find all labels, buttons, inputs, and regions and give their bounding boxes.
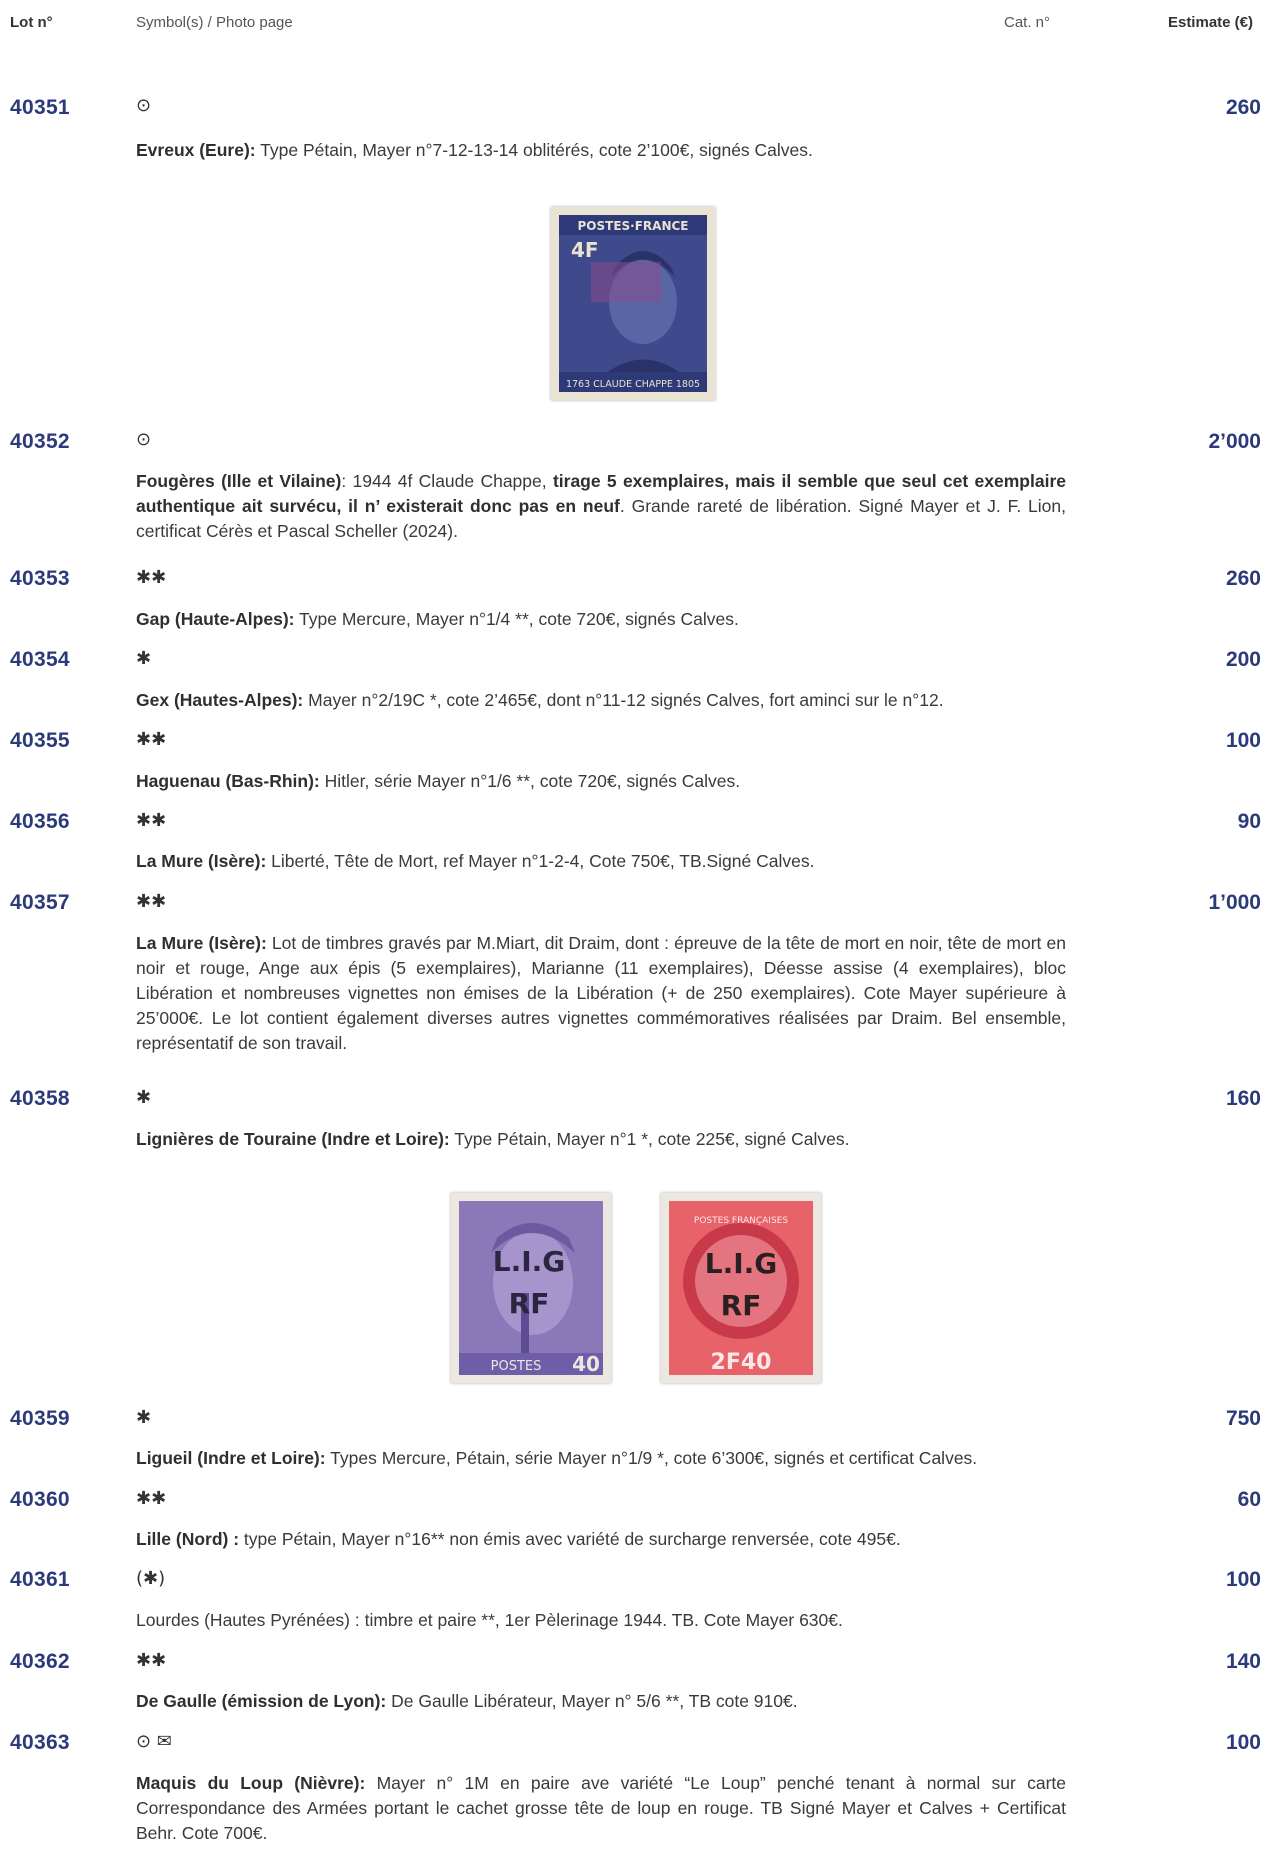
stamp-chappe-top-text: POSTES·FRANCE: [577, 219, 689, 233]
stamp-chappe-drawing: [551, 207, 715, 400]
lot-title: Maquis du Loup (Nièvre):: [136, 1773, 366, 1793]
lot-description: [136, 1771, 1066, 1846]
symbol-mint-icon: ✱✱: [136, 1488, 167, 1509]
lot-description: [136, 931, 1066, 1056]
lot-estimate: 90: [1237, 810, 1261, 833]
header-lot: Lot n°: [10, 14, 53, 31]
lot-estimate: 200: [1225, 648, 1261, 671]
lot-text: Lot de timbres gravés par M.Miart, dit Draim, dont : épreuve de la tête de mort en noir, tête de mort en noir et rouge, Ange aux épis (5 exemplaires), Marianne (11 exemplaires), Déesse assise (4 exemplaires), bloc Libération et nombreuses vignettes non émises de la Libération (+ de 250 exemplaires). Cote Mayer supérieure à 25’000€. Le lot contient également diverses autres vignettes commémoratives réalisées par Draim. Bel ensemble, représentatif de son travail.: [136, 933, 1066, 1053]
stamp-petain-overprint-2: RF: [720, 1289, 762, 1322]
stamp-chappe-image: [551, 207, 715, 400]
lot-description: [136, 1527, 1066, 1552]
lot-number: 40355: [10, 729, 70, 752]
lot-number: 40357: [10, 891, 70, 914]
stamp-mercure-drawing: [451, 1193, 611, 1383]
lot-number: 40362: [10, 1650, 70, 1673]
symbol-hinged-icon: ✱: [136, 648, 152, 669]
symbol-mint-icon: ✱✱: [136, 729, 167, 750]
lot-text: Types Mercure, Pétain, série Mayer n°1/9 *, cote 6’300€, signés et certificat Calves.: [325, 1448, 978, 1468]
stamp-chappe-value: 4F: [571, 238, 599, 262]
lot-number: 40352: [10, 430, 70, 453]
lot-text: Type Pétain, Mayer n°1 *, cote 225€, signé Calves.: [449, 1129, 850, 1149]
stamp-mercure-overprint-2: RF: [508, 1287, 550, 1320]
lot-text: Hitler, série Mayer n°1/6 **, cote 720€, signés Calves.: [319, 771, 741, 791]
lot-estimate: 100: [1225, 729, 1261, 752]
lot-description: [136, 849, 1066, 874]
symbol-no-gum-icon: (✱): [136, 1568, 166, 1589]
header-cat: Cat. n°: [1004, 14, 1051, 31]
lot-estimate: 100: [1225, 1568, 1261, 1591]
lot-estimate: 260: [1225, 567, 1261, 590]
lot-title: Gap (Haute-Alpes):: [136, 609, 295, 629]
lot-title: Ligueil (Indre et Loire):: [136, 1448, 326, 1468]
lot-description: [136, 1608, 1066, 1633]
lot-text: Mayer n°2/19C *, cote 2’465€, dont n°11-12 signés Calves, fort aminci sur le n°12.: [303, 690, 944, 710]
lot-estimate: 160: [1225, 1087, 1261, 1110]
lot-text: Type Pétain, Mayer n°7-12-13-14 oblitérés, cote 2’100€, signés Calves.: [255, 140, 813, 160]
lot-title: Gex (Hautes-Alpes):: [136, 690, 304, 710]
lot-estimate: 750: [1225, 1407, 1261, 1430]
lot-estimate: 2’000: [1208, 430, 1261, 453]
stamp-petain-image: [661, 1193, 821, 1383]
symbol-hinged-icon: ✱: [136, 1087, 152, 1108]
stamp-chappe-bottom-text: 1763 CLAUDE CHAPPE 1805: [565, 379, 701, 390]
lot-title: La Mure (Isère):: [136, 933, 267, 953]
lot-number: 40351: [10, 96, 70, 119]
lot-title: Evreux (Eure):: [136, 140, 256, 160]
symbol-mint-icon: ✱✱: [136, 810, 167, 831]
stamp-petain-value: 2F40: [710, 1350, 772, 1375]
stamp-petain-overprint-1: L.I.G: [704, 1247, 778, 1280]
header-estimate: Estimate (€): [1167, 14, 1253, 31]
lot-number: 40354: [10, 648, 70, 671]
lot-text: Type Mercure, Mayer n°1/4 **, cote 720€, signés Calves.: [294, 609, 739, 629]
lot-number: 40353: [10, 567, 70, 590]
symbol-mint-icon: ✱✱: [136, 1650, 167, 1671]
lot-description: [136, 1127, 1066, 1152]
stamp-mercure-value: 40: [572, 1352, 600, 1376]
lot-number: 40358: [10, 1087, 70, 1110]
lot-estimate: 1’000: [1208, 891, 1261, 914]
lot-text: Mayer n° 1M en paire ave variété “Le Loup” penché tenant à normal sur carte Correspondance des Armées portant le cachet grosse tête de loup en rouge. TB Signé Mayer et Calves + Certificat Behr. Cote 700€.: [136, 1773, 1067, 1843]
lot-estimate: 100: [1225, 1731, 1261, 1754]
lot-number: 40359: [10, 1407, 70, 1430]
lot-title: Fougères (Ille et Vilaine): [136, 471, 342, 491]
lot-estimate: 140: [1225, 1650, 1261, 1673]
lot-title: Haguenau (Bas-Rhin):: [136, 771, 320, 791]
lot-description: Fougères (Ille et Vilaine): 1944 4f Claude Chappe, tirage 5 exemplaires, mais il semble que seul cet exemplaire authentique ait survécu, il n’ existerait donc pas en neuf. Grande rareté de libération. Signé Mayer et J. F. Lion, certificat Cérès et Pascal Scheller (2024).: [136, 471, 1066, 541]
lot-estimate: 60: [1237, 1488, 1261, 1511]
lot-estimate: 260: [1225, 96, 1261, 119]
stamp-petain-drawing: [661, 1193, 821, 1383]
lot-text: Liberté, Tête de Mort, ref Mayer n°1-2-4, Cote 750€, TB.Signé Calves.: [266, 851, 815, 871]
symbol-hinged-icon: ✱: [136, 1407, 152, 1428]
symbol-used-icon: ⊙: [136, 429, 152, 450]
lot-title: De Gaulle (émission de Lyon):: [136, 1691, 387, 1711]
header-symbols: Symbol(s) / Photo page: [136, 14, 293, 31]
lot-text: Lourdes (Hautes Pyrénées) : timbre et paire **, 1er Pèlerinage 1944. TB. Cote Mayer 630€.: [136, 1610, 843, 1630]
lot-highlight: tirage 5 exemplaires, mais il semble que seul cet exemplaire authentique ait survécu, il n’ existerait donc pas en neuf: [136, 471, 1066, 516]
lot-title: La Mure (Isère):: [136, 851, 267, 871]
lot-description: [136, 688, 1066, 713]
lot-description: [136, 769, 1066, 794]
symbol-mint-icon: ✱✱: [136, 891, 167, 912]
lot-description: [136, 1689, 1066, 1714]
symbol-used-icon: ⊙: [136, 95, 152, 116]
lot-text: De Gaulle Libérateur, Mayer n° 5/6 **, TB cote 910€.: [386, 1691, 798, 1711]
lot-title: Lille (Nord) :: [136, 1529, 240, 1549]
lot-text: type Pétain, Mayer n°16** non émis avec variété de surcharge renversée, cote 495€.: [239, 1529, 901, 1549]
stamp-mercure-overprint-1: L.I.G: [492, 1245, 566, 1278]
lot-description: [136, 1446, 1066, 1471]
lot-description: [136, 138, 1066, 163]
symbol-mint-icon: ✱✱: [136, 567, 167, 588]
lot-title: Lignières de Touraine (Indre et Loire):: [136, 1129, 450, 1149]
stamp-petain-top-text: POSTES FRANÇAISES: [693, 1216, 789, 1226]
lot-description: [136, 607, 1066, 632]
lot-number: 40363: [10, 1731, 70, 1754]
stamp-mercure-image: [451, 1193, 611, 1383]
symbol-used-cover-icon: ⊙ ✉: [136, 1731, 172, 1752]
lot-number: 40361: [10, 1568, 70, 1591]
lot-number: 40360: [10, 1488, 70, 1511]
stamp-mercure-bottom-text: POSTES: [490, 1359, 542, 1374]
lot-number: 40356: [10, 810, 70, 833]
